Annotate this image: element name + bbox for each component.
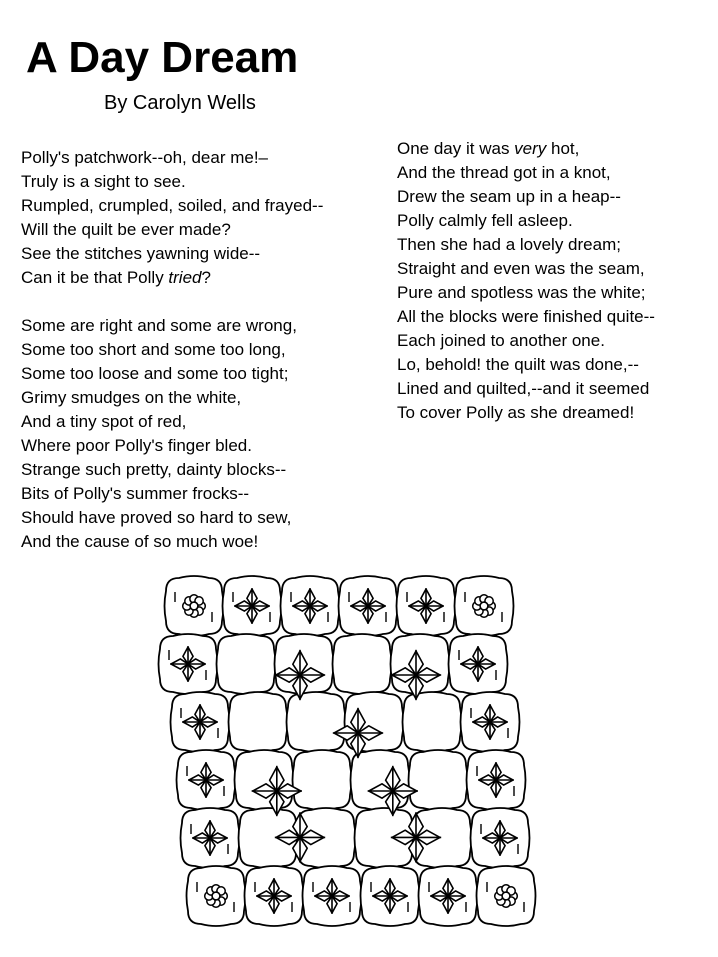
poem-author: By Carolyn Wells <box>104 92 256 114</box>
quilt-block <box>217 634 276 694</box>
poem-line <box>397 137 655 161</box>
poem-line: To cover Polly as she dreamed! <box>397 403 635 422</box>
poem-line <box>21 266 323 290</box>
poem-line-text: One day it was <box>397 139 515 158</box>
poem-line: Polly calmly fell asleep. <box>397 211 573 230</box>
poem-line: Truly is a sight to see. <box>21 172 186 191</box>
quilt-block <box>333 634 392 694</box>
quilt-block <box>409 750 468 810</box>
flower-center-icon <box>190 602 198 610</box>
quilt-block <box>287 692 346 752</box>
poem-line-text: Can it be that Polly <box>21 268 169 287</box>
stanza-2 <box>21 314 297 554</box>
poem-line: And the thread got in a knot, <box>397 163 611 182</box>
poem-line: All the blocks were finished quite-- <box>397 307 655 326</box>
poem-line: And the cause of so much woe! <box>21 532 259 551</box>
quilt-block <box>293 750 352 810</box>
poem-line: Strange such pretty, dainty blocks-- <box>21 460 287 479</box>
stanza-1 <box>21 146 323 290</box>
poem-line: Bits of Polly's summer frocks-- <box>21 484 250 503</box>
poem-line: Each joined to another one. <box>397 331 605 350</box>
poem-title: A Day Dream <box>26 33 299 82</box>
poem-line-emphasis: very <box>514 139 547 158</box>
poem-line: Some too short and some too long, <box>21 340 286 359</box>
poem-line: Pure and spotless was the white; <box>397 283 646 302</box>
poem-line-text: ? <box>201 268 211 287</box>
poem-line: Where poor Polly's finger bled. <box>21 436 252 455</box>
poem-line: Lo, behold! the quilt was done,-- <box>397 355 639 374</box>
poem-line: Should have proved so hard to sew, <box>21 508 292 527</box>
poem-line: Drew the seam up in a heap-- <box>397 187 621 206</box>
quilt-blocks <box>159 576 536 926</box>
poem-line-emphasis: tried <box>168 268 202 287</box>
flower-center-icon <box>480 602 488 610</box>
poem-line-text: hot, <box>546 139 580 158</box>
poem-line: Rumpled, crumpled, soiled, and frayed-- <box>21 196 324 215</box>
poem-line: Then she had a lovely dream; <box>397 235 621 254</box>
poem-line: Some are right and some are wrong, <box>21 316 297 335</box>
poem-line: And a tiny spot of red, <box>21 412 187 431</box>
flower-center-icon <box>212 892 220 900</box>
poem-line: Will the quilt be ever made? <box>21 220 231 239</box>
poem-line: Grimy smudges on the white, <box>21 388 242 407</box>
poem-line: Straight and even was the seam, <box>397 259 645 278</box>
quilt-illustration <box>150 572 570 942</box>
quilt-block <box>229 692 288 752</box>
poem-line: See the stitches yawning wide-- <box>21 244 261 263</box>
poem-line: Polly's patchwork--oh, dear me!– <box>21 148 269 167</box>
stanza-3 <box>397 137 655 425</box>
poem-line: Lined and quilted,--and it seemed <box>397 379 650 398</box>
poem-line: Some too loose and some too tight; <box>21 364 289 383</box>
flower-center-icon <box>502 892 510 900</box>
quilt-block <box>403 692 462 752</box>
